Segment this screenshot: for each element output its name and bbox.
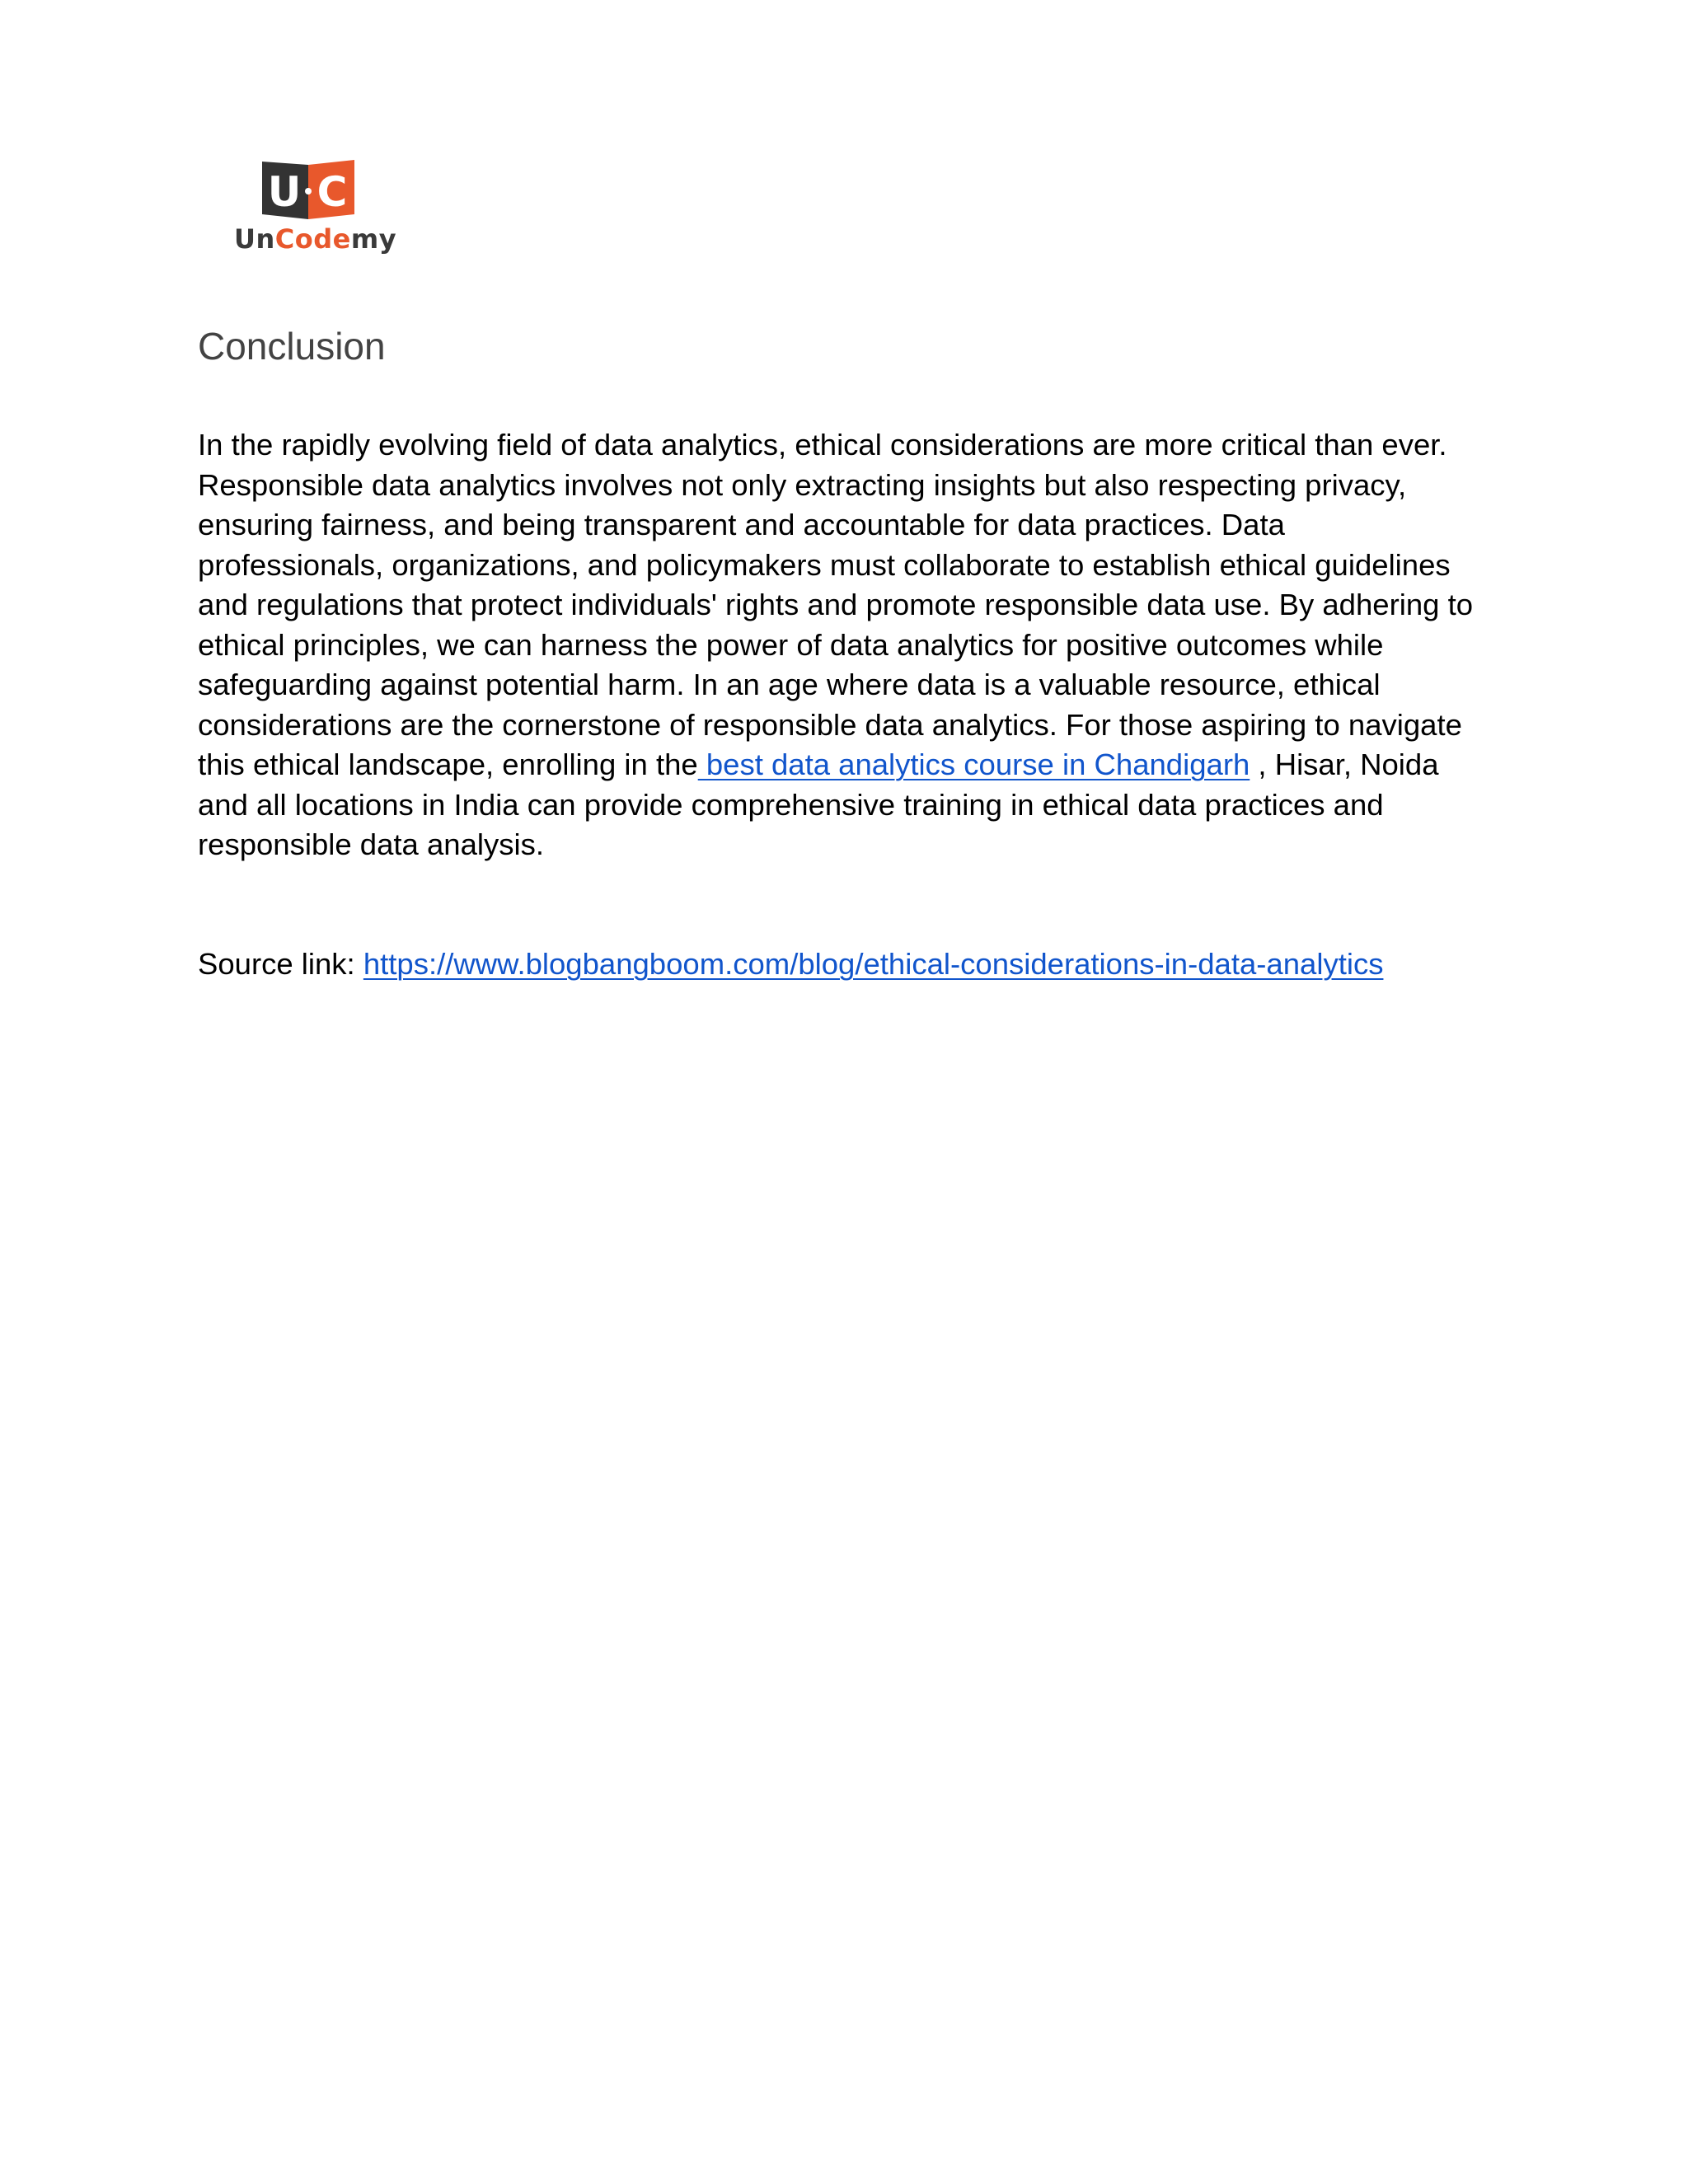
conclusion-paragraph (198, 425, 1500, 865)
paragraph-line: safeguarding against potential harm. In an age where data is a valuable resource, ethical (198, 668, 1381, 701)
wordmark-code: Code (274, 223, 351, 255)
link-line-suffix: , Hisar, Noida (1250, 748, 1439, 781)
source-label: Source link: (198, 947, 363, 981)
paragraph-line: ethical principles, we can harness the power of data analytics for positive outcomes while (198, 627, 1384, 662)
logo-letter-u: U (267, 168, 302, 216)
paragraph-line: and all locations in India can provide comprehensive training in ethical data practices and (198, 787, 1384, 822)
source-line (198, 944, 1383, 985)
link-line-prefix: this ethical landscape, enrolling in the (198, 748, 698, 781)
section-heading: Conclusion (198, 325, 386, 368)
wordmark-my: my (350, 223, 397, 255)
logo-wordmark (234, 223, 397, 255)
course-link[interactable]: best data analytics course in Chandigarh (697, 748, 1250, 781)
paragraph-line: considerations are the cornerstone of responsible data analytics. For those aspiring to navigate (198, 707, 1462, 742)
wordmark-un: Un (234, 223, 275, 255)
uc-logo-mark (262, 160, 354, 219)
paragraph-line-with-link (198, 745, 1500, 785)
paragraph-line: responsible data analysis. (198, 827, 544, 861)
paragraph-line: professionals, organizations, and policymakers must collaborate to establish ethical guidelines (198, 547, 1451, 582)
paragraph-line: In the rapidly evolving field of data analytics, ethical considerations are more critical than ever. (198, 428, 1447, 462)
paragraph-line: ensuring fairness, and being transparent and accountable for data practices. Data (198, 508, 1285, 541)
paragraph-line: Responsible data analytics involves not only extracting insights but also respecting privacy, (198, 467, 1407, 502)
logo-dot (305, 188, 312, 194)
uncodemy-logo (234, 160, 397, 260)
logo-letter-c: C (316, 168, 348, 216)
source-url-link[interactable]: https://www.blogbangboom.com/blog/ethical-considerations-in-data-analytics (363, 947, 1384, 981)
paragraph-line: and regulations that protect individuals' rights and promote responsible data use. By adhering to (198, 588, 1474, 621)
